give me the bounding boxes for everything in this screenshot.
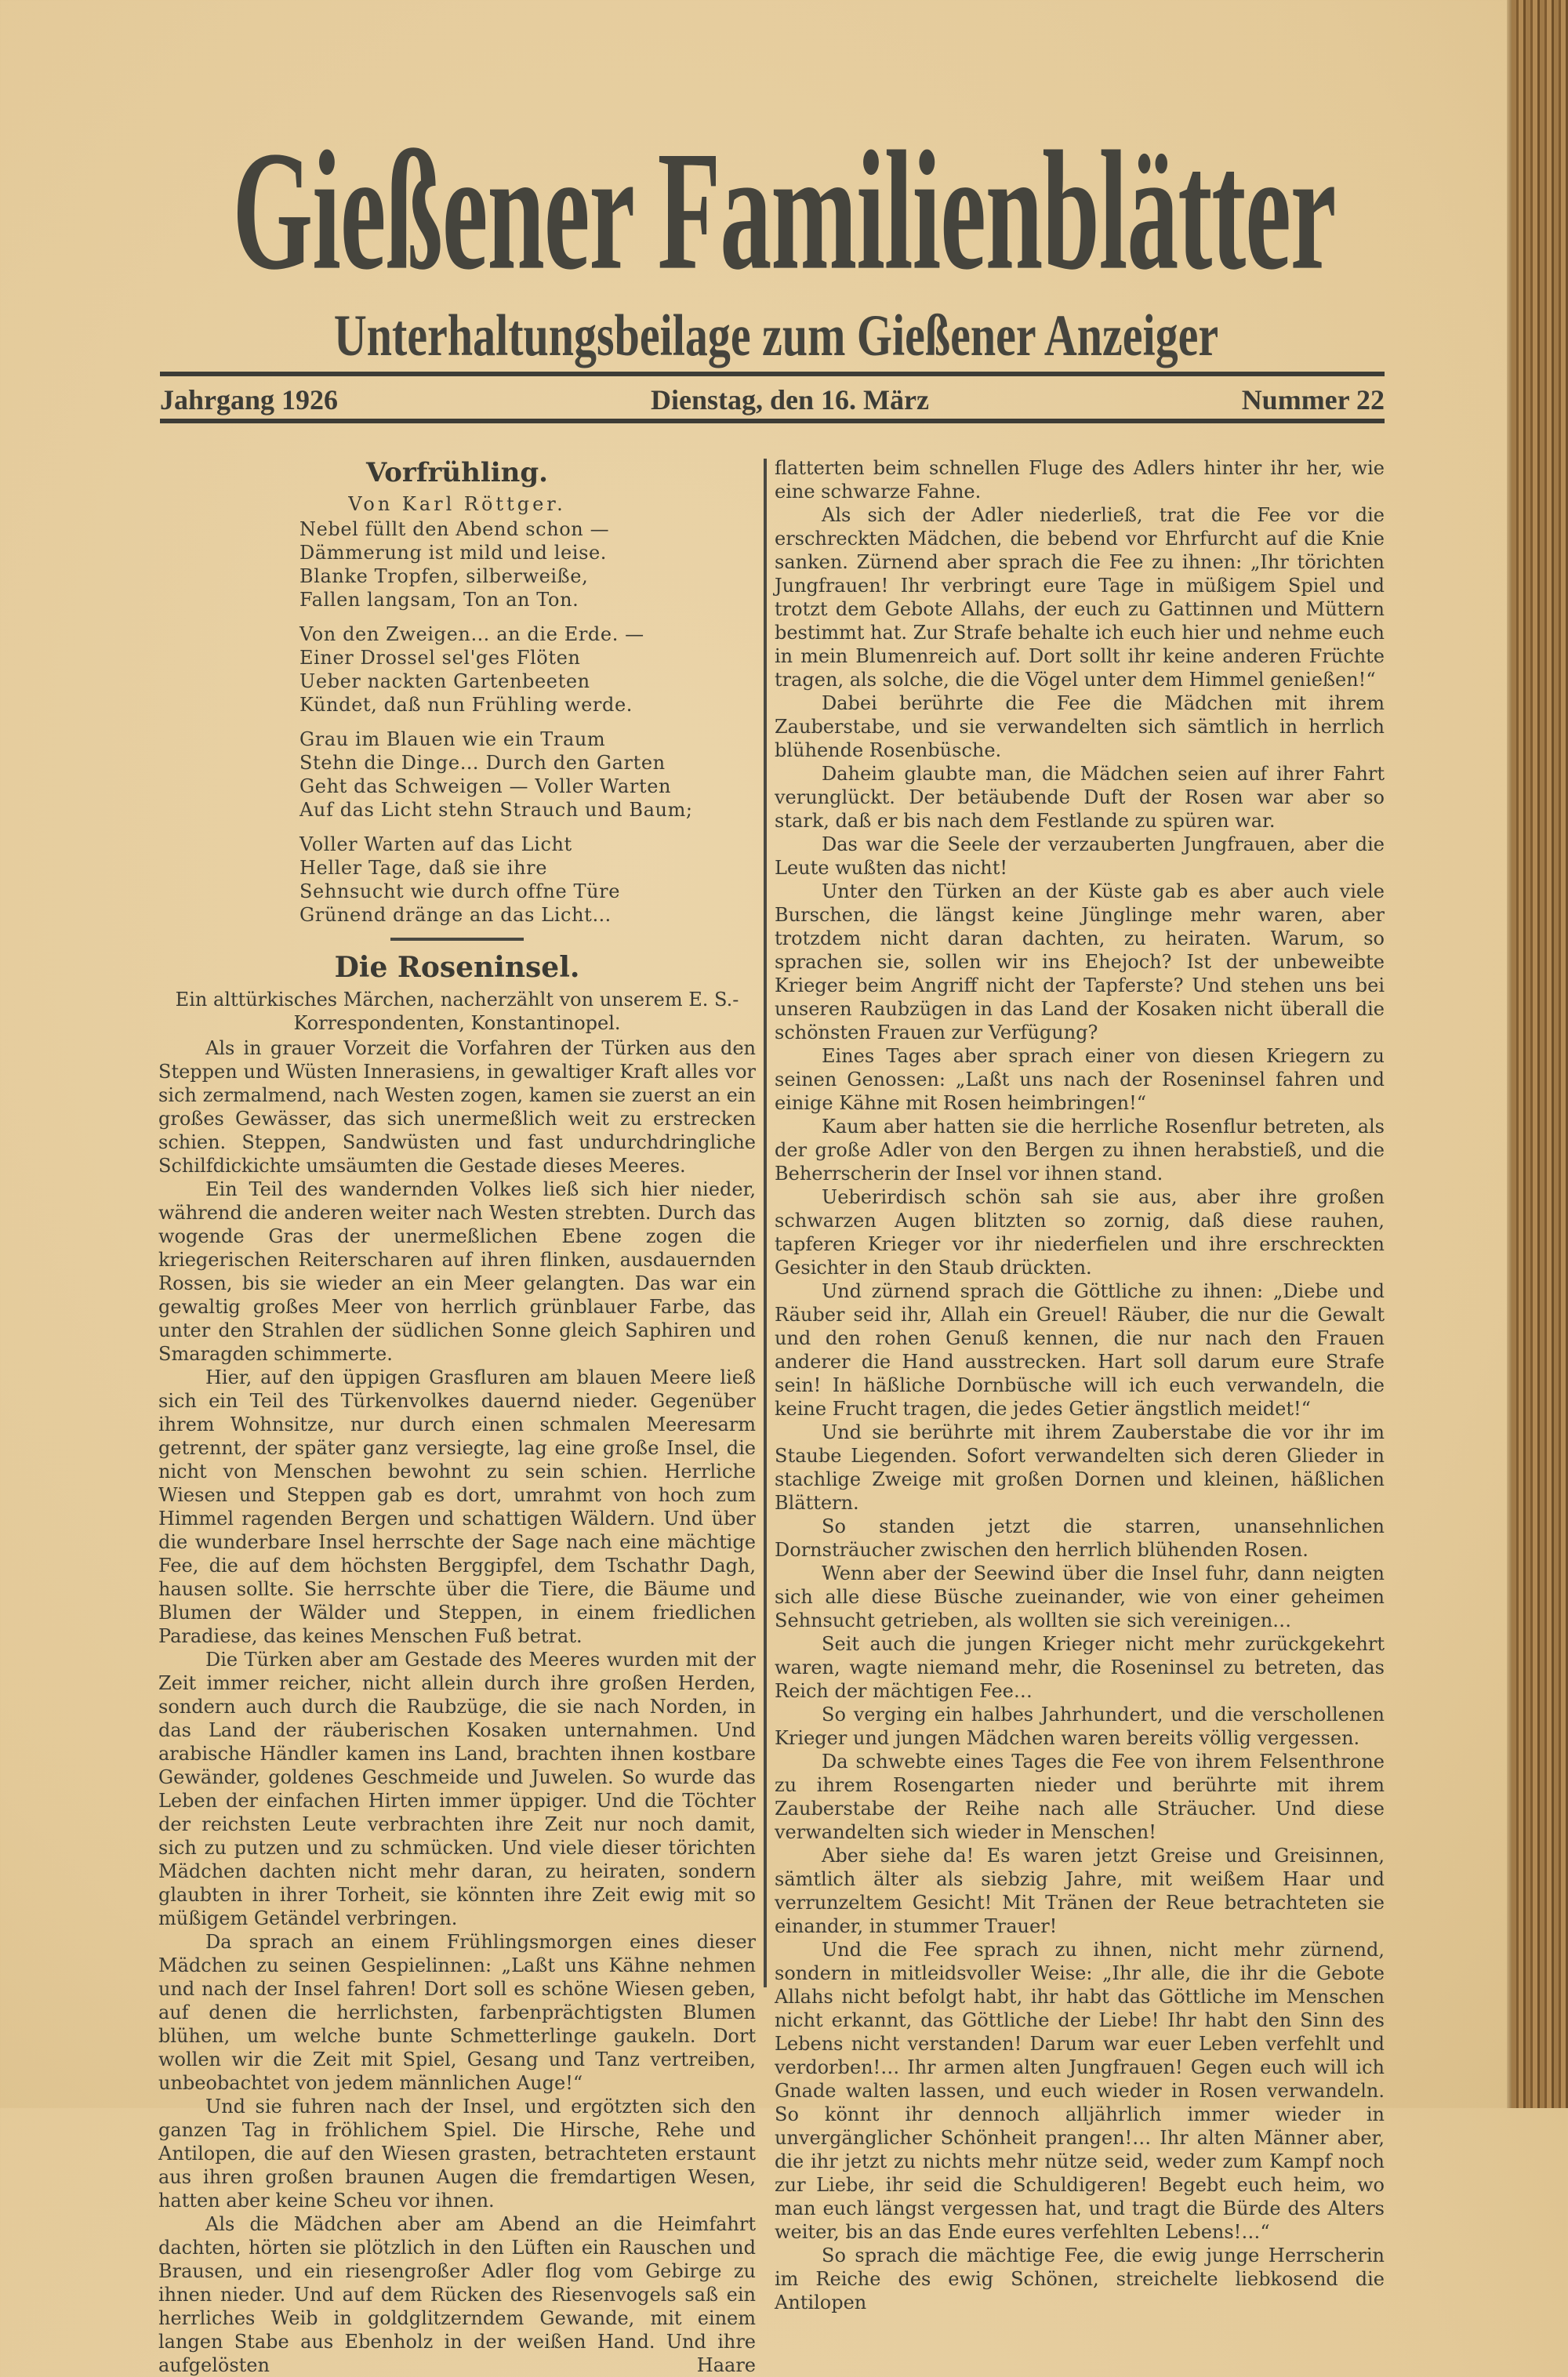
- masthead-title: Gießener Familienblätter: [232, 114, 1336, 306]
- poem-line: Heller Tage, daß sie ihre: [299, 857, 548, 879]
- story-paragraph: So standen jetzt die starren, unansehnlichen Dornsträucher zwischen den herrlich blühenden Rosen.: [775, 1515, 1385, 1561]
- story-paragraph: Als die Mädchen aber am Abend an die Heimfahrt dachten, hörten sie plötzlich in den Lüften ein Rauschen und Brausen, und ein riesengroßer Adler flog vom Gebirge zu ihnen nieder. Und auf dem Rücken des Riesenvogels saß ein herrliches Weib in goldglitzerndem Gewande, mit einem langen Stabe aus Ebenholz in der weißen Hand. Und ihre aufgelösten Haare: [158, 2213, 756, 2376]
- story-paragraph: Dabei berührte die Fee die Mädchen mit ihrem Zauberstabe, und sie verwandelten sich sämtlich in herrlich blühende Rosenbüsche.: [775, 692, 1385, 761]
- poem-line: Dämmerung ist mild und leise.: [299, 542, 608, 564]
- poem-line: Von den Zweigen… an die Erde. —: [299, 623, 644, 645]
- right-column: [775, 456, 1385, 2314]
- book-binding: [1512, 0, 1568, 2108]
- poem-line: Stehn die Dinge… Durch den Garten: [299, 752, 666, 774]
- story-title: Die Roseninsel.: [334, 951, 580, 984]
- story-paragraph: Kaum aber hatten sie die herrliche Rosenflur betreten, als der große Adler von den Bergen zu ihnen herabstieß, und die Beherrscherin der Insel vor ihnen stand.: [775, 1116, 1385, 1185]
- poem-line: Kündet, daß nun Frühling werde.: [299, 694, 633, 716]
- story-paragraph: Eines Tages aber sprach einer von diesen Kriegern zu seinen Genossen: „Laßt uns nach der Roseninsel fahren und einige Kähne mit Rosen heimbringen!“: [775, 1045, 1385, 1114]
- poem-stanza: [299, 622, 756, 717]
- story-paragraph: Ueberirdisch schön sah sie aus, aber ihre großen schwarzen Augen blitzten so zornig, daß diese rauhen, tapferen Krieger vor ihr niederfielen und ihre erschreckten Gesichter in den Staub drückten.: [775, 1186, 1385, 1279]
- poem-line: Nebel füllt den Abend schon —: [299, 518, 610, 540]
- poem-line: Fallen langsam, Ton an Ton.: [299, 589, 579, 611]
- masthead-rule-bottom: [160, 419, 1385, 423]
- story-paragraph: So verging ein halbes Jahrhundert, und die verschollenen Krieger und jungen Mädchen waren bereits völlig vergessen.: [775, 1704, 1385, 1749]
- left-column: [158, 456, 756, 2377]
- section-rule: [390, 938, 524, 941]
- story-paragraph: Ein Teil des wandernden Volkes ließ sich hier nieder, während die anderen weiter nach Westen strebten. Durch das wogende Gras der unermeßlichen Ebene zogen die kriegerischen Reiterscharen auf ihren flinken, ausdauernden Rossen, bis sie wieder an ein Meer gelangten. Das war ein gewaltig großes Meer von herrlich grünblauer Farbe, das unter den Strahlen der südlichen Sonne gleich Saphiren und Smaragden schimmerte.: [158, 1178, 756, 1365]
- masthead-rule-top: [160, 372, 1385, 376]
- story-paragraph: Die Türken aber am Gestade des Meeres wurden mit der Zeit immer reicher, nicht allein durch ihre großen Herden, sondern auch durch die Raubzüge, die sie nach Norden, in das Land der räuberischen Kosaken unternahmen. Und arabische Händler kamen ins Land, brachten ihnen kostbare Gewänder, goldenes Geschmeide und Juwelen. So wurde das Leben der einfachen Hirten immer üppiger. Und die Töchter der reichsten Leute verbrachten ihre Zeit nur noch damit, sich zu putzen und zu schmücken. Und viele dieser törichten Mädchen dachten nicht mehr daran, zu heiraten, sondern glaubten in ihrer Torheit, sie könnten ihre Zeit ewig mit so müßigem Getändel verbringen.: [158, 1649, 756, 1929]
- story-body-right: [775, 456, 1385, 2314]
- issue-number: Nummer 22: [1241, 384, 1385, 416]
- story-paragraph: Als sich der Adler niederließ, trat die Fee vor die erschreckten Mädchen, die bebend vor Ehrfurcht auf die Knie sanken. Zürnend aber sprach die Fee zu ihnen: „Ihr törichten Jungfrauen! Ihr verbringt eure Tage in müßigem Spiel und trotzt dem Gebote Allahs, der euch zu Gattinnen und Müttern bestimmt hat. Zur Strafe behalte ich euch hier und nehme euch in mein Blumenreich auf. Dort sollt ihr keine anderen Früchte tragen, als solche, die die Vögel unter dem Himmel genießen!“: [775, 504, 1385, 691]
- story-paragraph: Unter den Türken an der Küste gab es aber auch viele Burschen, die längst keine Jünglinge mehr waren, aber trotzdem nicht daran dachten, zu heiraten. Warum, so sprachen sie, sollen wir ins Ehejoch? Ist der unbeweibte Krieger beim Angriff nicht der Tapferste? Und stehen uns bei unseren Raubzügen in das Land der Kosaken nicht überall die schönsten Frauen zur Verfügung?: [775, 880, 1385, 1043]
- story-subtitle: Ein alttürkisches Märchen, nacherzählt von unserem E. S.-Korrespondenten, Konstantinopel.: [175, 989, 739, 1034]
- poem-author: Von Karl Röttger.: [348, 493, 566, 515]
- story-paragraph: Und zürnend sprach die Göttliche zu ihnen: „Diebe und Räuber seid ihr, Allah ein Greuel! Räuber, die nur die Gewalt und den rohen Genuß kennen, die nur nach den Frauen anderer die Hand ausstrecken. Hart soll darum eure Strafe sein! In häßliche Dornbüsche will ich euch verwandeln, die keine Frucht tragen, die jedes Getier ängstlich meidet!“: [775, 1280, 1385, 1420]
- issue-date: Dienstag, den 16. März: [651, 384, 929, 416]
- story-paragraph: flatterten beim schnellen Fluge des Adlers hinter ihr her, wie eine schwarze Fahne.: [775, 457, 1385, 503]
- poem-line: Blanke Tropfen, silberweiße,: [299, 565, 589, 587]
- poem-line: Einer Drossel sel'ges Flöten: [299, 647, 581, 669]
- poem-line: Ueber nackten Gartenbeeten: [299, 670, 590, 692]
- story-paragraph: Aber siehe da! Es waren jetzt Greise und Greisinnen, sämtlich älter als siebzig Jahre, mit weißem Haar und verrunzeltem Gesicht! Mit Tränen der Reue betrachteten sie einander, in stummer Trauer!: [775, 1845, 1385, 1937]
- poem-line: Geht das Schweigen — Voller Warten: [299, 775, 672, 797]
- poem-line: Auf das Licht stehn Strauch und Baum;: [299, 799, 693, 821]
- volume-year: Jahrgang 1926: [160, 384, 339, 416]
- masthead-subtitle: Unterhaltungsbeilage zum Gießener Anzeiger: [333, 302, 1219, 368]
- poem-stanza: [299, 517, 756, 611]
- story-paragraph: Da schwebte eines Tages die Fee von ihrem Felsenthrone zu ihrem Rosengarten nieder und berührte mit ihrem Zauberstabe der Reihe nach alle Sträucher. Und diese verwandelten sich wieder in Menschen!: [775, 1751, 1385, 1843]
- story-paragraph: Als in grauer Vorzeit die Vorfahren der Türken aus den Steppen und Wüsten Innerasiens, in gewaltiger Kraft alles vor sich zermalmend, nach Westen zogen, kamen sie zuerst an ein großes Gewässer, das sich unermeßlich weit zu erstrecken schien. Steppen, Sandwüsten und fast undurchdringliche Schilfdickichte umsäumten die Gestade dieses Meeres.: [158, 1037, 756, 1177]
- story-paragraph: Und sie berührte mit ihrem Zauberstabe die vor ihr im Staube Liegenden. Sofort verwandelten sich deren Glieder in stachlige Zweige mit großen Dornen und kleinen, häßlichen Blättern.: [775, 1421, 1385, 1514]
- poem-stanza: [299, 833, 756, 927]
- story-paragraph: So sprach die mächtige Fee, die ewig junge Herrscherin im Reiche des ewig Schönen, streichelte liebkosend die Antilopen: [775, 2245, 1385, 2313]
- story-body-left: [158, 1036, 756, 2377]
- poem-line: Grau im Blauen wie ein Traum: [299, 728, 606, 750]
- poem-body: [158, 517, 756, 927]
- story-paragraph: Da sprach an einem Frühlingsmorgen eines dieser Mädchen zu seinen Gespielinnen: „Laßt uns Kähne nehmen und nach der Insel fahren! Dort soll es schöne Wiesen geben, auf denen die herrlichsten, farbenprächtigsten Blumen blühen, um welche bunte Schmetterlinge gaukeln. Dort wollen wir die Zeit mit Spiel, Gesang und Tanz vertreiben, unbeobachtet von jedem männlichen Auge!“: [158, 1931, 756, 2094]
- story-paragraph: Und die Fee sprach zu ihnen, nicht mehr zürnend, sondern in mitleidsvoller Weise: „Ihr alle, die ihr die Gebote Allahs nicht befolgt habt, ihr habt das Göttliche im Menschen nicht erkannt, das Göttliche der Liebe! Ihr habt den Sinn des Lebens nicht verstanden! Darum war euer Leben verfehlt und verdorben!… Ihr armen alten Jungfrauen! Gegen euch will ich Gnade walten lassen, und euch wieder in Rosen verwandeln. So könnt ihr dennoch alljährlich immer wieder in unvergänglicher Schönheit prangen!… Ihr alten Männer aber, die ihr jetzt zu nichts mehr nütze seid, weder zum Kampf noch zur Liebe, ihr seid die Schuldigeren! Begebt euch heim, wo man euch längst vergessen hat, und tragt die Bürde des Alters weiter, bis an das Ende eures verfehlten Lebens!…“: [775, 1939, 1385, 2243]
- poem-title: Vorfrühling.: [366, 457, 548, 488]
- story-paragraph: Wenn aber der Seewind über die Insel fuhr, dann neigten sich alle diese Büsche zueinander, wie von einer geheimen Sehnsucht getrieben, als wollten sie sich vereinigen…: [775, 1562, 1385, 1631]
- story-paragraph: Daheim glaubte man, die Mädchen seien auf ihrer Fahrt verunglückt. Der betäubende Duft der Rosen war aber so stark, daß er bis nach dem Festlande zu spüren war.: [775, 763, 1385, 832]
- story-paragraph: Das war die Seele der verzauberten Jungfrauen, aber die Leute wußten das nicht!: [775, 833, 1385, 879]
- poem-line: Voller Warten auf das Licht: [299, 833, 572, 855]
- poem-line: Sehnsucht wie durch offne Türe: [299, 880, 621, 902]
- story-paragraph: Und sie fuhren nach der Insel, und ergötzten sich den ganzen Tag in fröhlichem Spiel. Die Hirsche, Rehe und Antilopen, die auf den Wiesen grasten, betrachteten erstaunt aus ihren großen braunen Augen die fremdartigen Wesen, hatten aber keine Scheu vor ihnen.: [158, 2096, 756, 2212]
- story-paragraph: Seit auch die jungen Krieger nicht mehr zurückgekehrt waren, wagte niemand mehr, die Roseninsel zu betreten, das Reich der mächtigen Fee…: [775, 1633, 1385, 1702]
- poem-line: Grünend dränge an das Licht…: [299, 904, 612, 926]
- poem-stanza: [299, 728, 756, 822]
- column-divider: [764, 459, 767, 1987]
- story-paragraph: Hier, auf den üppigen Grasfluren am blauen Meere ließ sich ein Teil des Türkenvolkes dauernd nieder. Gegenüber ihrem Wohnsitze, nur durch einen schmalen Meeresarm getrennt, der später ganz versiegte, lag eine große Insel, die nicht von Menschen bewohnt zu sein schien. Herrliche Wiesen und Steppen gab es dort, umrahmt von hoch zum Himmel ragenden Bergen und schattigen Wäldern. Und über die wunderbare Insel herrschte der Sage nach eine mächtige Fee, die auf dem höchsten Berggipfel, dem Tschathr Dagh, hausen sollte. Sie herrschte über die Tiere, die Bäume und Blumen der Wälder und Steppen, in einem friedlichen Paradiese, das keines Menschen Fuß betrat.: [158, 1366, 756, 1647]
